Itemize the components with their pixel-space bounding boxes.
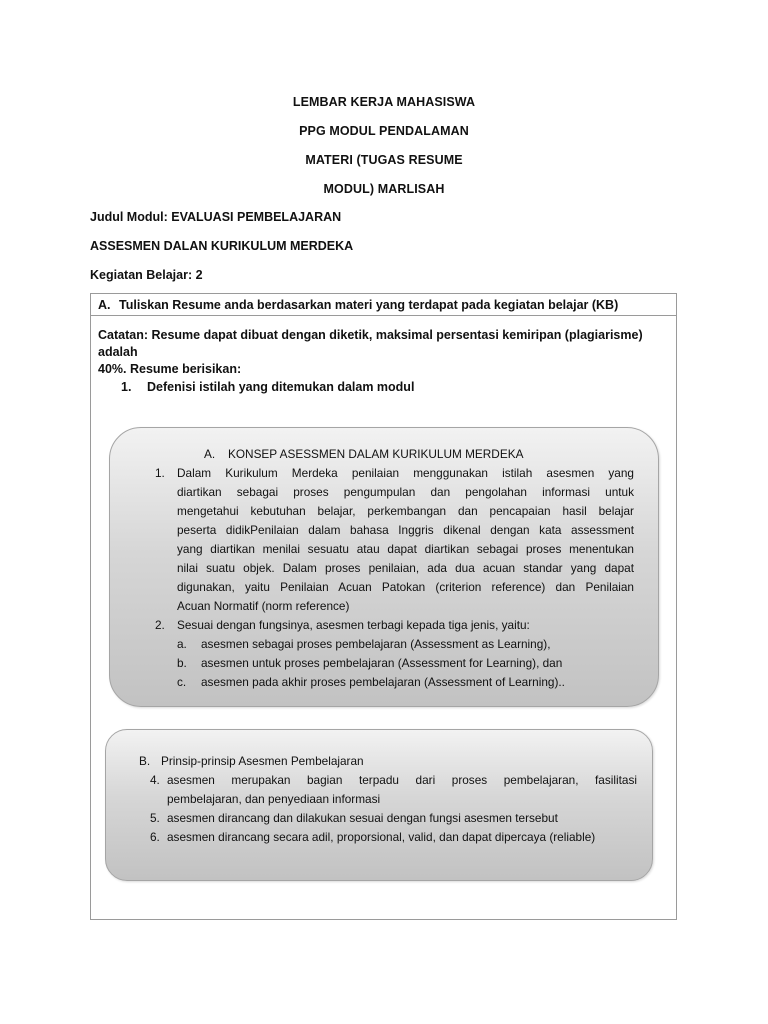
note-line-2: 40%. Resume berisikan: <box>98 362 242 376</box>
concept-subitem-a <box>177 635 551 654</box>
subitem-c-letter: c. <box>177 675 187 689</box>
concept-subitem-b <box>177 654 562 673</box>
principle-4-number: 4. <box>150 773 160 787</box>
concept-p2: Sesuai dengan fungsinya, asesmen terbagi kepada tiga jenis, yaitu: <box>177 618 530 632</box>
subitem-a-letter: a. <box>177 637 187 651</box>
principle-6: asesmen dirancang secara adil, proporsional, valid, dan dapat dipercaya (reliable) <box>167 830 596 844</box>
principle-5-number: 5. <box>150 811 160 825</box>
principle-4 <box>167 771 637 809</box>
concept-p1-line-1: Dalam Kurikulum Merdeka penilaian menggunakan istilah asesmen yang <box>177 466 634 480</box>
instruction-letter: A. <box>98 298 111 312</box>
definition-text: Defenisi istilah yang ditemukan dalam modul <box>147 380 415 394</box>
principles-heading-letter: B. <box>139 754 151 768</box>
activity-label: Kegiatan Belajar: 2 <box>90 268 203 282</box>
concept-p1-line-8: Acuan Normatif (norm reference) <box>177 599 350 613</box>
title-line-4: MODUL) MARLISAH <box>323 182 445 196</box>
concept-p1 <box>177 464 634 616</box>
concept-p1-number: 1. <box>155 466 165 480</box>
subitem-b-letter: b. <box>177 656 187 670</box>
module-title: Judul Modul: EVALUASI PEMBELAJARAN <box>90 210 342 224</box>
principle-4-line-1: asesmen merupakan bagian terpadu dari proses pembelajaran, fasilitasi <box>167 773 637 787</box>
principles-heading-text: Prinsip-prinsip Asesmen Pembelajaran <box>161 754 364 768</box>
concept-p1-line-2: diartikan sebagai proses pengumpulan dan pengolahan informasi untuk <box>177 485 634 499</box>
concept-heading-letter: A. <box>204 447 216 461</box>
subitem-a-text: asesmen sebagai proses pembelajaran (Assessment as Learning), <box>201 637 551 651</box>
instruction-text: Tuliskan Resume anda berdasarkan materi yang terdapat pada kegiatan belajar (KB) <box>119 298 619 312</box>
principles-heading <box>139 752 364 771</box>
principles-callout <box>105 729 653 881</box>
principle-6-number: 6. <box>150 830 160 844</box>
subitem-b-text: asesmen untuk proses pembelajaran (Assessment for Learning), dan <box>201 656 563 670</box>
concept-subitem-c <box>177 673 565 692</box>
concept-callout <box>109 427 659 707</box>
subitem-c-text: asesmen pada akhir proses pembelajaran (Assessment of Learning).. <box>201 675 565 689</box>
title-line-3: MATERI (TUGAS RESUME <box>305 153 463 167</box>
concept-p1-line-7: digunakan, yaitu Penilaian Acuan Patokan (criterion reference) dan Penilaian <box>177 580 634 594</box>
concept-p1-line-4: peserta didikPenilaian dalam bahasa Inggris dikenal dengan kata assessment <box>177 523 634 537</box>
note-line-1: Catatan: Resume dapat dibuat dengan diketik, maksimal persentasi kemiripan (plagiarisme) adalah <box>98 328 643 359</box>
concept-p2-number: 2. <box>155 618 165 632</box>
title-line-2: PPG MODUL PENDALAMAN <box>299 124 469 138</box>
instruction-row <box>91 294 676 316</box>
concept-p1-line-5: yang diartikan menilai sesuatu atau dapat diartikan sebagai proses menentukan <box>177 542 634 556</box>
concept-p1-line-3: mengetahui kebutuhan belajar, perkembangan dan pencapaian hasil belajar <box>177 504 634 518</box>
definition-item <box>121 380 414 394</box>
title-line-1: LEMBAR KERJA MAHASISWA <box>292 95 476 109</box>
principle-4-line-2: pembelajaran, dan penyediaan informasi <box>167 792 381 806</box>
concept-heading-text: KONSEP ASESSMEN DALAM KURIKULUM MERDEKA <box>228 447 524 461</box>
note-text <box>98 327 672 378</box>
definition-number: 1. <box>121 380 132 394</box>
principle-5: asesmen dirancang dan dilakukan sesuai dengan fungsi asesmen tersebut <box>167 811 558 825</box>
module-subtitle: ASSESMEN DALAN KURIKULUM MERDEKA <box>90 239 354 253</box>
concept-p1-line-6: nilai suatu objek. Dalam proses penilaian, ada dua acuan standar yang dapat <box>177 561 634 575</box>
concept-heading <box>204 445 523 464</box>
